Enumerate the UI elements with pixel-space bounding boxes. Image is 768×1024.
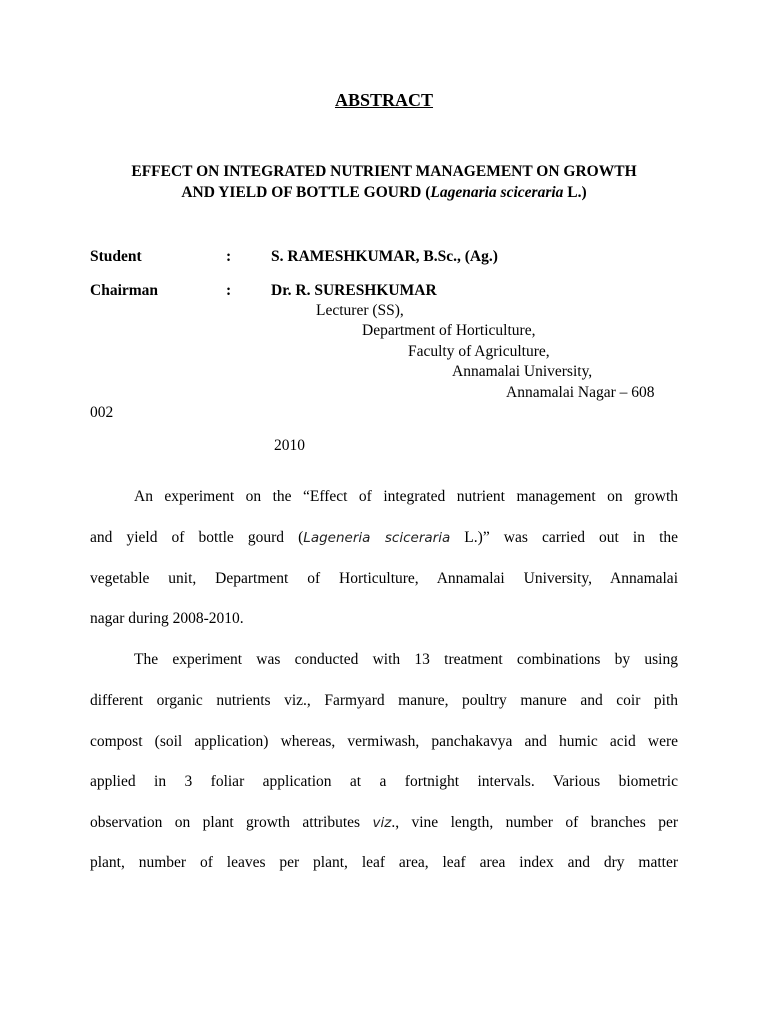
para1-line-1 [90, 488, 678, 506]
year: 2010 [274, 437, 305, 454]
para2-line-2: different organic nutrients viz., Farmyard manure, poultry manure and coir pith [90, 692, 678, 709]
para1-line-2-post: L.)” was carried out in the [450, 529, 679, 546]
chairman-designation: Lecturer (SS), [316, 302, 404, 319]
chairman-faculty: Faculty of Agriculture, [408, 343, 550, 360]
para1-line-4: nagar during 2008-2010. [90, 610, 244, 627]
para2-line-1 [90, 651, 678, 669]
para1-line-2 [90, 529, 678, 547]
student-label: Student [90, 248, 142, 265]
chairman-label: Chairman [90, 282, 159, 299]
student-separator: : [226, 248, 232, 265]
para2-line-5-pre: observation on plant growth attributes [90, 814, 373, 831]
para1-species: Lageneria sciceraria [303, 530, 451, 546]
para2-line-4: applied in 3 foliar application at a fortnight intervals. Various biometric [90, 773, 678, 790]
abstract-heading: ABSTRACT [334, 90, 434, 110]
title-line-2-post: L.) [563, 184, 587, 201]
para1-line-3: vegetable unit, Department of Horticulture, Annamalai University, Annamalai [90, 570, 678, 587]
student-name: S. RAMESHKUMAR, B.Sc., (Ag.) [271, 248, 498, 265]
title-line-2 [0, 184, 768, 202]
title-species: Lagenaria sciceraria [430, 184, 564, 201]
para2-line-3: compost (soil application) whereas, vermiwash, panchakavya and humic acid were [90, 733, 678, 750]
para1-line-2-pre: and yield of bottle gourd ( [90, 529, 304, 546]
chairman-address: Annamalai Nagar – 608 [506, 384, 655, 401]
para2-line-1-text: The experiment was conducted with 13 treatment combinations by using [134, 651, 678, 668]
chairman-name: Dr. R. SURESHKUMAR [271, 282, 437, 299]
para2-line-5 [90, 814, 678, 832]
chairman-university: Annamalai University, [452, 363, 593, 380]
title-line-2-pre: AND YIELD OF BOTTLE GOURD ( [181, 184, 431, 201]
para2-viz: viz [372, 815, 392, 831]
chairman-department: Department of Horticulture, [362, 322, 536, 339]
para2-line-6: plant, number of leaves per plant, leaf area, leaf area index and dry matter [90, 854, 678, 871]
para1-line-1-text: An experiment on the “Effect of integrated nutrient management on growth [134, 488, 678, 505]
para2-line-5-post: ., vine length, number of branches per [391, 814, 678, 831]
title-line-1: EFFECT ON INTEGRATED NUTRIENT MANAGEMENT ON GROWTH [131, 163, 637, 180]
chairman-separator: : [226, 282, 232, 299]
chairman-pin-tail: 002 [90, 404, 114, 421]
